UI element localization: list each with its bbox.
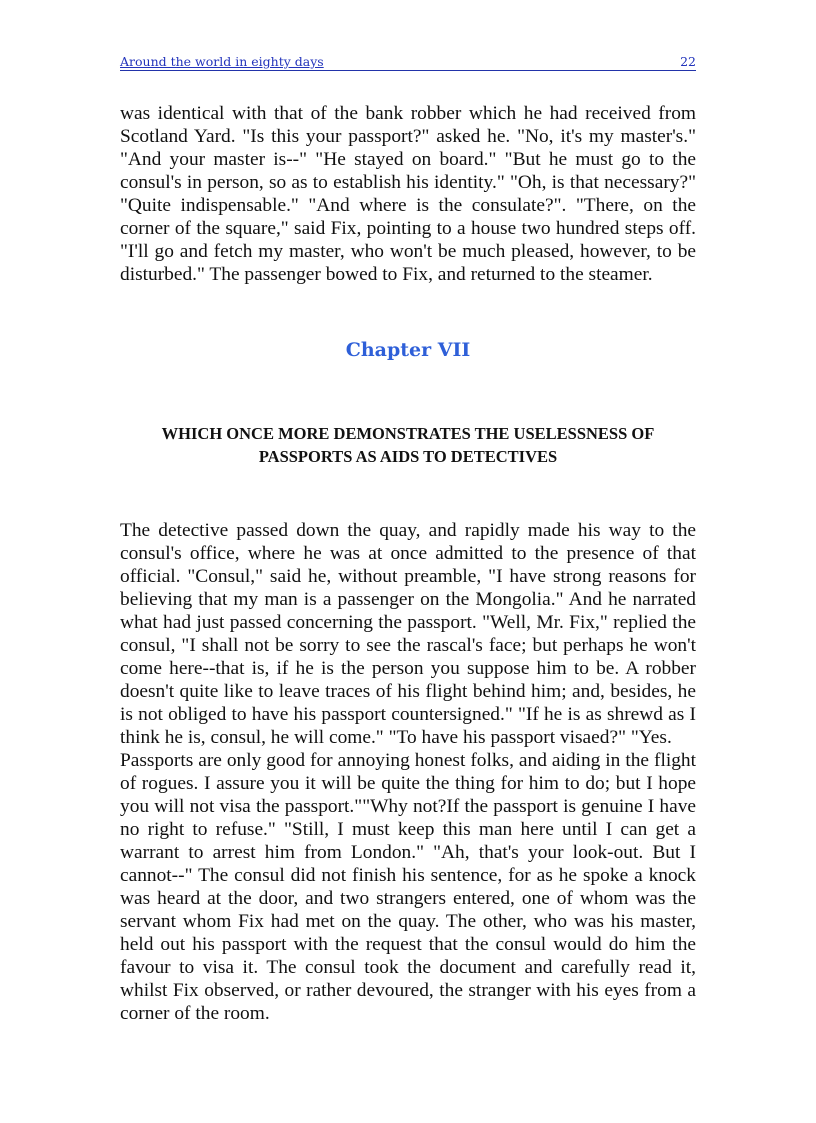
page-number: 22 — [680, 54, 696, 69]
chapter-title: Chapter VII — [345, 339, 471, 361]
paragraph-continued: was identical with that of the bank robber which he had received from Scotland Yard. "Is this your passport?" asked he. "No, it's my master's." "And your master is--" "He stayed on board." "But he must go to the consul's in person, so as to establish his identity." "Oh, is that necessary?" "Quite indispensable." "And where is the consulate?". "There, on the corner of the square," said Fix, pointing to a house two hundred steps off. "I'll go and fetch my master, who won't be much pleased, however, to be disturbed." The passenger bowed to Fix, and returned to the steamer. — [120, 103, 696, 285]
book-title: Around the world in eighty days — [120, 54, 324, 69]
running-header — [120, 54, 696, 71]
chapter-subtitle: WHICH ONCE MORE DEMONSTRATES THE USELESSNESS OF PASSPORTS AS AIDS TO DETECTIVES — [161, 424, 655, 466]
paragraph: The detective passed down the quay, and rapidly made his way to the consul's office, where he was at once admitted to the presence of that official. "Consul," said he, without preamble, "I have strong reasons for believing that my man is a passenger on the Mongolia." And he narrated what had just passed concerning the passport. "Well, Mr. Fix," replied the consul, "I shall not be sorry to see the rascal's face; but perhaps he won't come here--that is, if he is the person you suppose him to be. A robber doesn't quite like to leave traces of his flight behind him; and, besides, he is not obliged to have his passport countersigned." "If he is as shrewd as I think he is, consul, he will come." "To have his passport visaed?" "Yes. — [120, 520, 696, 748]
paragraph: Passports are only good for annoying honest folks, and aiding in the flight of rogues. I assure you it will be quite the thing for him to do; but I hope you will not visa the passport.""Why not?If the passport is genuine I have no right to refuse." "Still, I must keep this man here until I can get a warrant to arrest him from London." "Ah, that's your look-out. But I cannot--" The consul did not finish his sentence, for as he spoke a knock was heard at the door, and two strangers entered, one of whom was the servant whom Fix had met on the quay. The other, who was his master, held out his passport with the request that the consul would do him the favour to visa it. The consul took the document and carefully read it, whilst Fix observed, or rather devoured, the stranger with his eyes from a corner of the room. — [120, 750, 696, 1024]
